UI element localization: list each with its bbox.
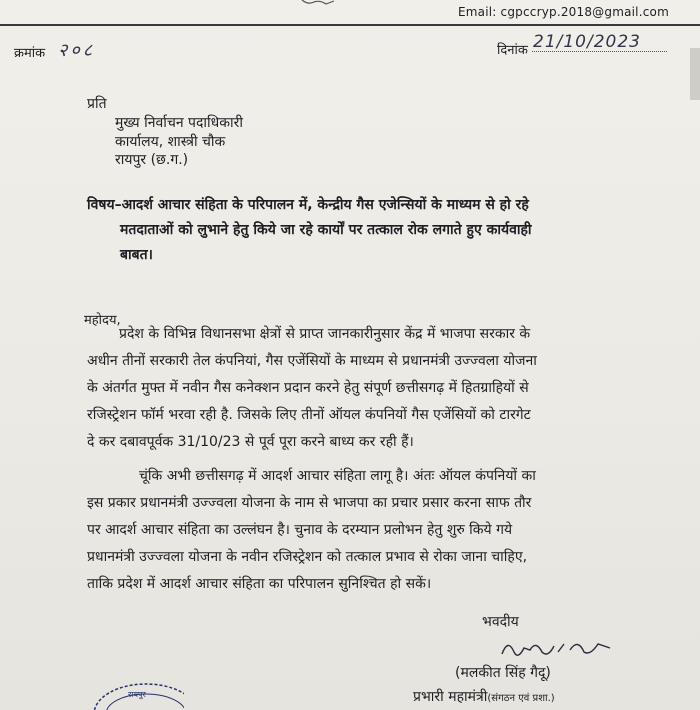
date-label: दिनांक [497,43,528,58]
recipient-prati: प्रति [87,96,107,112]
letter-subject [87,193,657,268]
paragraph-line: प्रधानमंत्री उज्ज्वला योजना के नवीन रजिस्ट्रेशन को तत्काल प्रभाव से रोका जाना चाहिए, [87,549,528,565]
recipient-city: रायपुर (छ.ग.) [115,152,189,168]
reference-number-value: २०८ [58,40,96,61]
body-paragraph-1 [87,321,667,456]
paragraph-line: दे कर दबावपूर्वक 31/10/23 से पूर्व पूरा करने बाध्य कर रही हैं। [87,434,414,450]
salutation: महोदय, [84,313,121,328]
paragraph-line: रजिस्ट्रेशन फॉर्म भरवा रही है. जिसके लिए तीनों ऑयल कंपनियों गैस एजेंसियों को टारगेट [87,407,531,423]
reference-number-label: क्रमांक [14,46,46,61]
letterhead-divider [0,24,700,26]
recipient-designation: मुख्य निर्वाचन पदाधिकारी [115,115,244,131]
letterhead-fragment [300,0,340,6]
date-underline [532,51,667,52]
subject-line: विषय–आदर्श आचार संहिता के परिपालन में, केन्द्रीय गैस एजेन्सियों के माध्यम से हो रहे [87,197,529,213]
body-paragraph-2 [87,463,667,598]
paper-edge-shadow [690,48,700,100]
paragraph-line: इस प्रकार प्रधानमंत्री उज्ज्वला योजना के नाम से भाजपा का प्रचार प्रसार करना साफ तौर [87,495,532,511]
letterhead-email: Email: cgpccryp.2018@gmail.com [458,5,669,19]
seal-text: रायपुर [128,690,146,699]
recipient-office: कार्यालय, शास्त्री चौक [115,134,226,150]
paragraph-line: के अंतर्गत मुफ्त में नवीन गैस कनेक्शन प्रदान करने हेतु संपूर्ण छत्तीसगढ़ में हितग्राहियों से [87,380,529,396]
signatory-department: (संगठन एवं प्रशा.) [487,693,555,704]
signatory-name: (मलकीत सिंह गैदू) [455,665,551,681]
subject-line: मतदाताओं को लुभाने हेतु किये जा रहे कार्यों पर तत्काल रोक लगाते हुए कार्यवाही [120,222,532,238]
date-value: 21/10/2023 [533,32,641,52]
paragraph-line: पर आदर्श आचार संहिता का उल्लंघन है। चुनाव के दरम्यान प्रलोभन हेतु शुरु किये गये [87,522,513,538]
paragraph-line: प्रदेश के विभिन्न विधानसभा क्षेत्रों से प्राप्त जानकारीनुसार केंद्र में भाजपा सरकार के [119,326,531,342]
handwritten-signature [498,630,618,666]
paragraph-line: अधीन तीनों सरकारी तेल कंपनियां, गैस एजेंसियों के माध्यम से प्रधानमंत्री उज्ज्वला योजना [87,353,537,369]
paragraph-line: चूंकि अभी छत्तीसगढ़ में आदर्श आचार संहिता लागू है। अंतः ऑयल कंपनियों का [139,468,536,484]
paragraph-line: ताकि प्रदेश में आदर्श आचार संहिता का परिपालन सुनिश्चित हो सकें। [87,576,432,592]
signatory-title [413,687,555,706]
subject-line: बाबत। [120,247,153,263]
signatory-designation: प्रभारी महामंत्री [413,689,488,705]
closing-bhavdiya: भवदीय [482,614,519,630]
